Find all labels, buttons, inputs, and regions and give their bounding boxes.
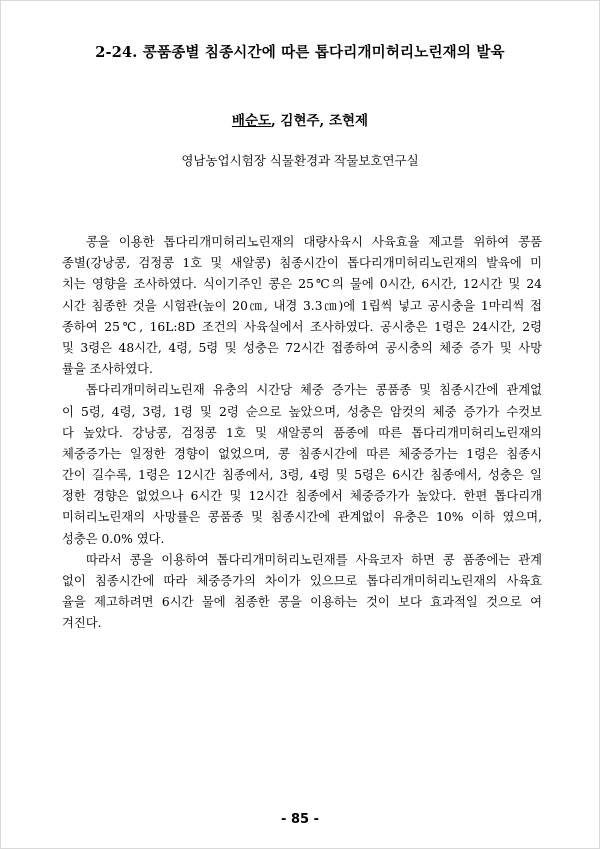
abstract-line: 겨진다. <box>62 616 102 631</box>
abstract-line: 률을 조사하였다. <box>62 362 153 377</box>
abstract-paragraph <box>62 380 542 550</box>
abstract-line: 따라서 콩을 이용하여 톱다리개미허리노린재를 사육코자 하면 콩 품종에는 관계 <box>86 552 542 567</box>
abstract-line: 없이 침종시간에 따라 체중증가의 차이가 있으므로 톱다리개미허리노린재의 사육효 <box>62 574 542 588</box>
page-number: - 85 - <box>281 812 319 827</box>
abstract-line: 간이 길수록, 1령은 12시간 침종에서, 3령, 4령 및 5령은 6시간 침종에서, 성충은 일 <box>62 468 542 483</box>
abstract-line: 콩을 이용한 톱다리개미허리노린재의 대량사육시 사육효율 제고를 위하여 콩품 <box>86 235 542 249</box>
affiliation: 영남농업시험장 식물환경과 작물보호연구실 <box>181 153 419 168</box>
abstract-line: 율을 제고하려면 6시간 물에 침종한 콩을 이용하는 것이 보다 효과적일 것으로 여 <box>62 595 542 610</box>
abstract-line: 종별(강낭콩, 검정콩 1호 및 새알콩) 침종시간이 톱다리개미허리노린재의 발육에 미 <box>62 256 542 271</box>
abstract-line: 다 높았다. 강낭콩, 검정콩 1호 및 새알콩의 품종에 따른 톱다리개미허리노린재의 <box>62 425 542 440</box>
abstract-line: 미허리노린재의 사망률은 콩품종 및 침종시간에 관계없이 유충은 10% 이하 였으며, <box>62 510 542 525</box>
paper-title: 2-24. 콩품종별 침종시간에 따른 톱다리개미허리노린재의 발육 <box>95 44 505 61</box>
abstract-paragraph <box>62 232 542 380</box>
abstract-line: 종하여 25℃, 16L:8D 조건의 사육실에서 조사하였다. 공시충은 1령은 24시간, 2령 <box>62 319 542 334</box>
abstract-line: 이 5령, 4령, 3령, 1령 및 2령 순으로 높았으며, 성충은 암컷의 체중 증가가 수컷보 <box>62 404 542 419</box>
abstract-paragraph <box>62 550 542 635</box>
abstract-line: 톱다리개미허리노린재 유충의 시간당 체중 증가는 콩품종 및 침종시간에 관계없 <box>86 383 542 398</box>
abstract-line: 체중증가는 일정한 경향이 없었으며, 콩 침종시간에 따른 체중증가는 1령은 침종시 <box>62 446 542 461</box>
abstract-line: 정한 경향은 없었으나 6시간 및 12시간 침종에서 체중증가가 높았다. 한편 톱다리개 <box>62 489 542 504</box>
abstract-line: 치는 영향을 조사하였다. 식이기주인 콩은 25℃의 물에 0시간, 6시간, 12시간 및 24 <box>62 277 542 292</box>
abstract-body <box>62 232 542 635</box>
abstract-line: 시간 침종한 것을 시험관(높이 20㎝, 내경 3.3㎝)에 1립씩 넣고 공시충을 1마리씩 접 <box>62 298 542 313</box>
abstract-line: 성충은 0.0% 였다. <box>62 531 165 546</box>
author-list <box>0 109 600 129</box>
abstract-line: 및 3령은 48시간, 4령, 5령 및 성충은 72시간 접종하여 공시충의 체중 증가 및 사망 <box>62 340 542 355</box>
co-authors: , 김현주, 조현제 <box>271 113 369 129</box>
presenting-author: 배순도 <box>231 113 272 129</box>
